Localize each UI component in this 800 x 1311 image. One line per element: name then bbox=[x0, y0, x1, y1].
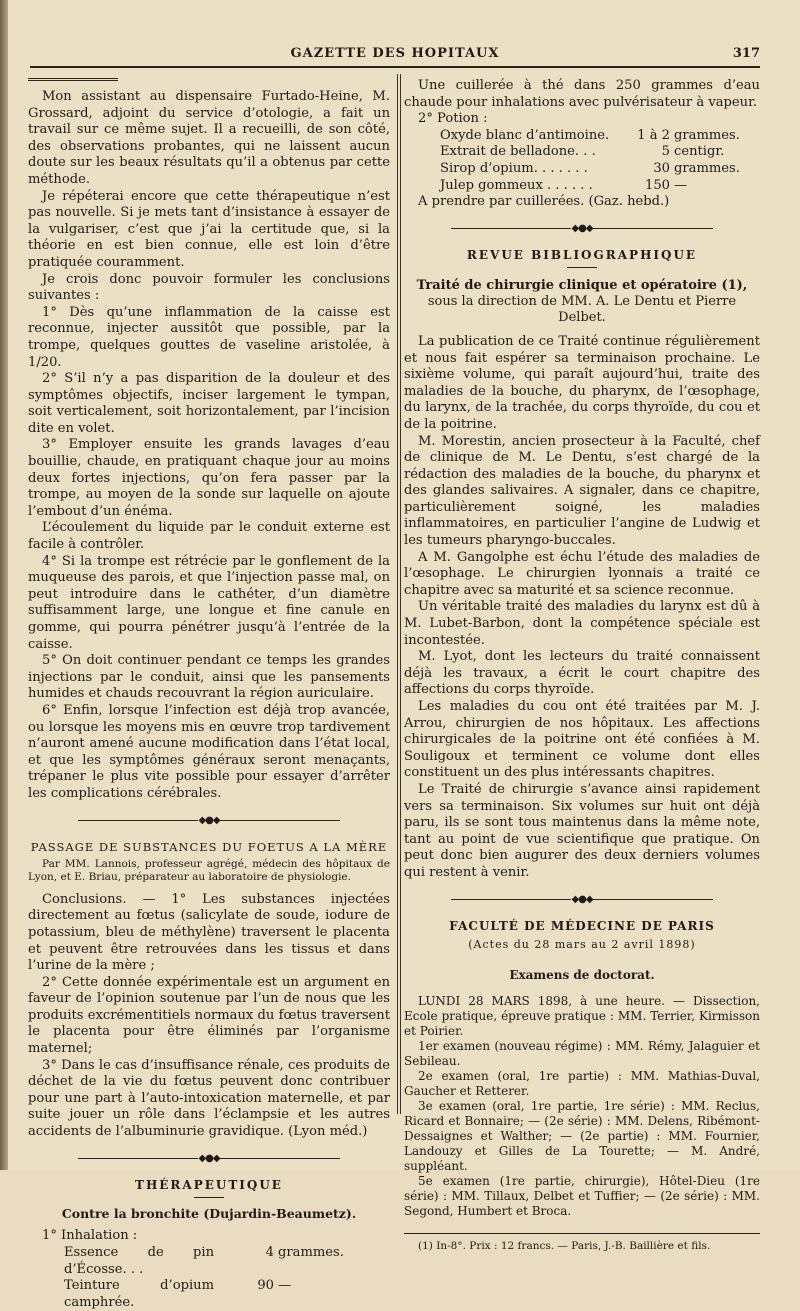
paragraph: Conclusions. — 1° Les substances injectées directement au fœtus (salicylate de soude, iodure de potassium, bleu de méthylène) traversent le placenta et peuvent être retrouvées dans les tissus et dans l’urine de la mère ; bbox=[28, 891, 390, 974]
paragraph: M. Lyot, dont les lecteurs du traité connaissent déjà les travaux, a écrit le court chapitre des affections du corps thyroïde. bbox=[404, 649, 760, 698]
title-underline bbox=[567, 267, 597, 268]
dose-unit: grammes. bbox=[674, 160, 740, 176]
dose-qty: 4 bbox=[265, 1245, 274, 1260]
paragraph: 3° Employer ensuite les grands lavages d’eau bouillie, chaude, en pratiquant chaque jour au moins deux fortes injections, qu’on fera passer par la trompe, au moyen de la sonde sur laquelle on ajoute l’embout d’un énéma. bbox=[28, 437, 390, 519]
dose-row bbox=[404, 144, 760, 161]
dose-name: Teinture d’opium camphrée. bbox=[64, 1278, 214, 1310]
therapeutique-subtitle: Contre la bronchite (Dujardin-Beaumetz). bbox=[61, 1205, 357, 1221]
dose-unit: — bbox=[674, 177, 688, 193]
exam-entry: 5e examen (1re partie, chirurgie), Hôtel-Dieu (1re série) : MM. Tillaux, Delbet et Tuffier; — (2e série) : MM. Segond, Humbert et Broca. bbox=[404, 1173, 760, 1218]
page-number: 317 bbox=[732, 46, 760, 61]
section-separator: ◆●◆ bbox=[404, 892, 760, 909]
prescription-item: 1° Inhalation : bbox=[42, 1228, 138, 1244]
paragraph: Je répéterai encore que cette thérapeutique n’est pas nouvelle. Si je mets tant d’insistance à essayer de la vulgariser, c’est que j’ai la certitude que, si la théorie en est bien connue, elle est loin d’être pratiquée couramment. bbox=[28, 188, 390, 270]
paragraph: 2° Cette donnée expérimentale est un argument en faveur de l’opinion soutenue par l’un de nous que les produits excrémentitiels normaux du fœtus traversent le placenta pour être éliminés par l’organisme maternel; bbox=[28, 974, 390, 1057]
left-column bbox=[28, 78, 390, 1311]
dose-qty: 5 bbox=[661, 144, 670, 160]
exam-section-title: Examens de doctorat. bbox=[509, 968, 655, 983]
therapeutique-section-title: THÉRAPEUTIQUE bbox=[135, 1178, 283, 1193]
dose-qty: 30 bbox=[653, 160, 670, 176]
paragraph: Le Traité de chirurgie s’avance ainsi rapidement vers sa terminaison. Six volumes sur huit ont déjà paru, ils se sont tous maintenus dans la même note, tant au point de vue scientifique que pratique. On peut donc bien augurer des deux derniers volumes qui restent à venir. bbox=[404, 781, 760, 880]
journal-title: GAZETTE DES HOPITAUX bbox=[290, 46, 500, 61]
paragraph: 4° Si la trompe est rétrécie par le gonflement de la muqueuse des parois, et que l’injection passe mal, on peut introduire dans le cathéter, d’un diamètre suffisamment large, une longue et fine canule en gomme, qui pourra pénétrer jusqu’à l’entrée de la caisse. bbox=[28, 553, 390, 652]
treatise-book-title: Traité de chirurgie clinique et opératoire (1), bbox=[416, 277, 748, 293]
dose-unit: grammes. bbox=[674, 127, 740, 143]
dose-name: Oxyde blanc d’antimoine. bbox=[440, 127, 610, 143]
dose-name: Extrait de belladone. . . bbox=[440, 144, 596, 160]
faculte-section-title: FACULTÉ DE MÉDECINE DE PARIS bbox=[449, 919, 715, 934]
column-divider bbox=[397, 74, 398, 1114]
section-separator: ◆●◆ bbox=[28, 1151, 390, 1168]
paragraph: 6° Enfin, lorsque l’infection est déjà trop avancée, ou lorsque les moyens mis en œuvre trop tardivement n’auront amené aucune modification dans l’état local, et que les symptômes généraux seront menaçants, trépaner le plus vite possible pour essayer d’arrêter les complications cérébrales. bbox=[28, 702, 390, 801]
paragraph: 3° Dans le cas d’insuffisance rénale, ces produits de déchet de la vie du fœtus peuvent donc contribuer pour une part à l’auto-intoxication maternelle, et par suite jouer un rôle dans l’éclampsie et les autres accidents de l’albuminurie gravidique. (Lyon méd.) bbox=[28, 1057, 390, 1140]
dose-row bbox=[28, 1278, 390, 1311]
passage-section-title: PASSAGE DE SUBSTANCES DU FOETUS A LA MÈRE bbox=[30, 840, 388, 855]
paragraph: M. Morestin, ancien prosecteur à la Faculté, chef de clinique de M. Le Dentu, s’est chargé de la rédaction des maladies de la bouche, du pharynx et des glandes salivaires. A signaler, dans ce chapitre, particulièrement soigné, les maladies inflammatoires, en particulier l’angine de Ludwig et les tumeurs pharyngo-buccales. bbox=[404, 433, 760, 549]
dose-row bbox=[404, 161, 760, 178]
paragraph: 1° Dès qu’une inflammation de la caisse est reconnue, injecter aussitôt que possible, par la trompe, quelques gouttes de vaseline aristolée, à 1/20. bbox=[28, 304, 390, 370]
faculte-dates: (Actes du 28 mars au 2 avril 1898) bbox=[468, 937, 696, 951]
footnote: (1) In-8°. Prix : 12 francs. — Paris, J.-B. Baillière et fils. bbox=[418, 1239, 711, 1252]
revue-section-title: REVUE BIBLIOGRAPHIQUE bbox=[466, 248, 698, 263]
dose-unit: centigr. bbox=[674, 144, 725, 160]
dose-name: Essence de pin d’Écosse. . . bbox=[64, 1245, 214, 1277]
paragraph: A M. Gangolphe est échu l’étude des maladies de l’œsophage. Le chirurgien lyonnais a traité ce chapitre avec sa maturité et sa science reconnue. bbox=[404, 549, 760, 598]
paragraph: Un véritable traité des maladies du larynx est dû à M. Lubet-Barbon, dont la compétence spéciale est incontestée. bbox=[404, 599, 760, 648]
top-double-rule bbox=[28, 78, 118, 89]
section-separator: ◆●◆ bbox=[404, 221, 760, 238]
dose-qty: 150 bbox=[645, 177, 670, 193]
column-divider-inner bbox=[400, 74, 401, 1114]
dose-unit: grammes. bbox=[278, 1245, 344, 1260]
paragraph: La publication de ce Traité continue régulièrement et nous fait espérer sa terminaison prochaine. Le sixième volume, qui paraît aujourd’hui, traite des maladies de la bouche, du pharynx, de l’œsophage, du larynx, de la trachée, du corps thyroïde, du cou et de la poitrine. bbox=[404, 333, 760, 432]
exam-entry: LUNDI 28 MARS 1898, à une heure. — Dissection, Ecole pratique, épreuve pratique : MM. Terrier, Kirmisson et Poirier. bbox=[404, 993, 760, 1038]
dose-name: Sirop d’opium. . . . . . . bbox=[440, 160, 588, 176]
footnote-rule bbox=[404, 1233, 760, 1234]
page-header bbox=[30, 42, 760, 68]
paragraph: Mon assistant au dispensaire Furtado-Heine, M. Grossard, adjoint du service d’otologie, a fait un travail sur ce même sujet. Il a recueilli, de son côté, des observations probantes, qui ne laissent aucun doute sur les beaux résultats qu’il a obtenus par cette méthode. bbox=[28, 89, 390, 187]
dose-unit: — bbox=[278, 1278, 292, 1294]
dose-row bbox=[28, 1245, 390, 1278]
potion-note: A prendre par cuillerées. (Gaz. hebd.) bbox=[418, 194, 670, 210]
page-binding-edge bbox=[0, 0, 8, 1170]
dose-qty: 90 bbox=[257, 1278, 274, 1294]
dose-row bbox=[404, 128, 760, 145]
title-underline bbox=[194, 1197, 224, 1198]
paragraph: 5° On doit continuer pendant ce temps les grandes injections par le conduit, ainsi que les pansements humides et chauds recouvrant la région auriculaire. bbox=[28, 653, 390, 702]
paragraph: Les maladies du cou ont été traitées par M. J. Arrou, chirurgien de nos hôpitaux. Les affections chirurgicales de la poitrine ont été confiées à M. Souligoux et terminent ce volume dont elles constituent un des plus intéressants chapitres. bbox=[404, 699, 760, 781]
dose-name: Julep gommeux . . . . . . bbox=[440, 177, 593, 193]
exam-entry: 3e examen (oral, 1re partie, 1re série) : MM. Reclus, Ricard et Bonnaire; — (2e série) : MM. Delens, Ribémont-Dessaignes et Walther; — (2e partie) : MM. Fournier, Landouzy et Gilles de La Tourette; — M. André, suppléant. bbox=[404, 1098, 760, 1173]
exam-entry: 1er examen (nouveau régime) : MM. Rémy, Jalaguier et Sebileau. bbox=[404, 1038, 760, 1068]
right-column bbox=[404, 78, 760, 1253]
exam-entry: 2e examen (oral, 1re partie) : MM. Mathias-Duval, Gaucher et Retterer. bbox=[404, 1068, 760, 1098]
treatise-title bbox=[404, 278, 760, 326]
paragraph: 2° S’il n’y a pas disparition de la douleur et des symptômes objectifs, inciser largement le tympan, soit verticalement, soit horizontalement, par l’incision dite en volet. bbox=[28, 371, 390, 436]
paragraph: Je crois donc pouvoir formuler les conclusions suivantes : bbox=[28, 271, 390, 304]
treatise-editors: sous la direction de MM. A. Le Dentu et Pierre Delbet. bbox=[427, 293, 737, 325]
paragraph: Une cuillerée à thé dans 250 grammes d’eau chaude pour inhalations avec pulvérisateur à vapeur. bbox=[404, 78, 760, 110]
dose-qty: 1 à 2 bbox=[637, 127, 670, 143]
section-separator: ◆●◆ bbox=[28, 813, 390, 830]
passage-authors: Par MM. Lannois, professeur agrégé, médecin des hôpitaux de Lyon, et E. Briau, préparateur au laboratoire de physiologie. bbox=[28, 857, 390, 883]
prescription-item: 2° Potion : bbox=[418, 111, 488, 127]
paragraph: L’écoulement du liquide par le conduit externe est facile à contrôler. bbox=[28, 520, 390, 553]
dose-row bbox=[404, 178, 760, 195]
